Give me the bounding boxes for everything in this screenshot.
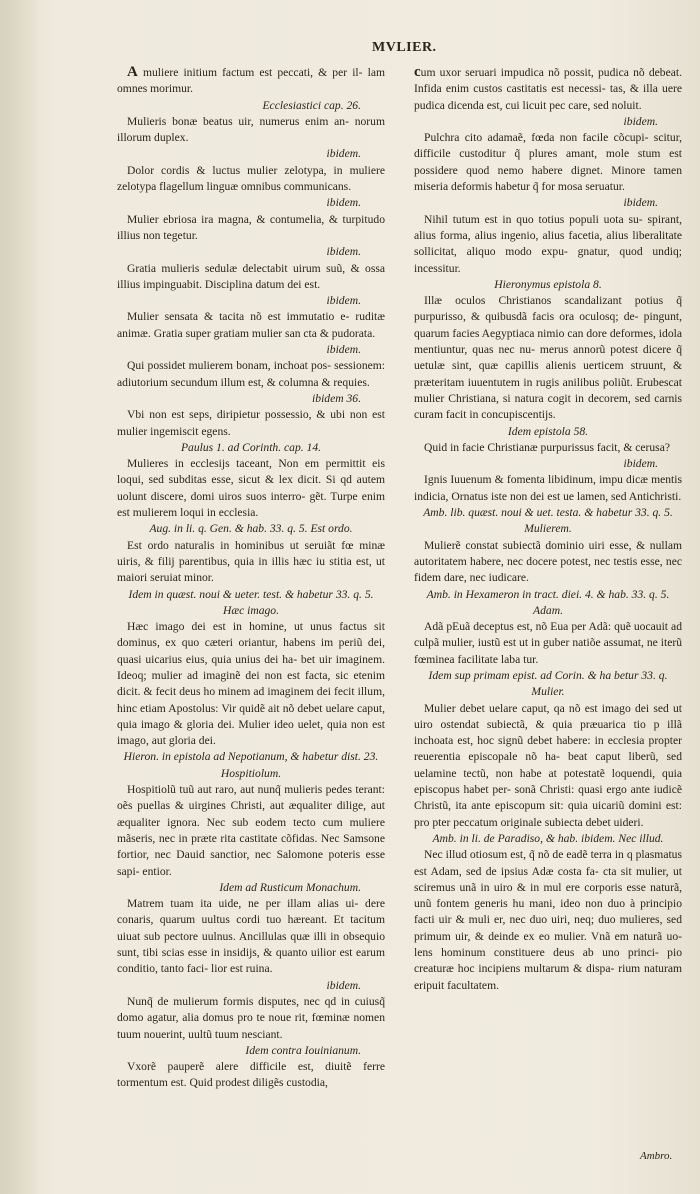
- paragraph: cum uxor seruari impudica nõ possit, pudica nõ debeat. Infida enim custos castitatis est necessi- tas, & illa uere pudica dicenda est, cui licuit pec care, sed noluit.: [414, 64, 682, 112]
- citation-heading: Idem epistola 58.: [507, 424, 589, 438]
- paragraph: Pulchra cito adamaẽ, fœda non facile cõcupi- scitur, difficile custoditur q̃ plures amant, mole stum est possidere quod nemo habere dignet. Minore tamen miseria deformis habetur q̃ for mosa seruatur.: [414, 131, 682, 194]
- source-reference: ibidem.: [623, 196, 658, 210]
- source-reference: ibidem 36.: [312, 391, 361, 405]
- paragraph: Adã pEuã deceptus est, nõ Eua per Adã: quẽ uocauit ad culpã mulier, iustũ est ut in guber natiõe assumat, ne iterũ fœminea facilitate laba tur.: [414, 620, 682, 666]
- paragraph: A muliere initium factum est peccati, & per il- lam omnes morimur.: [117, 64, 385, 96]
- paragraph: Qui possidet mulierem bonam, inchoat pos- sessionem: adiutorium secundum illum est, & columna & requies.: [117, 359, 385, 389]
- paragraph: Vbi non est seps, diripietur possessio, & ubi non est mulier ingemiscit egens.: [117, 408, 385, 438]
- source-reference: ibidem.: [326, 343, 361, 357]
- paragraph: Ignis Iuuenum & fomenta libidinum, impu dicæ mentis indicia, Ornatus iste non dei est ue lamen, sed Antichristi.: [414, 473, 682, 503]
- running-head: MVLIER.: [372, 40, 437, 55]
- paragraph: Dolor cordis & luctus mulier zelotypa, in muliere zelotypa flagellum linguæ omnibus communicans.: [117, 163, 385, 194]
- citation-heading: Idem sup primam epist. ad Corin. & ha betur 33. q. Mulier.: [428, 668, 668, 699]
- paragraph: Quid in facie Christianæ purpurissus facit, & cerusa?: [424, 440, 670, 454]
- paragraph: Mulierẽ constat subiectã dominio uiri esse, & nullam autoritatem habere, nec docere potest, nec testis esse, nec fidem dare, nec iudicare.: [414, 538, 682, 585]
- source-reference: ibidem.: [326, 196, 361, 210]
- source-reference: Ecclesiastici cap. 26.: [262, 98, 361, 112]
- paragraph: Hæc imago dei est in homine, ut unus factus sit dominus, ex quo cæteri oriantur, habens im periũ dei, quasi uicarius eius, quia unius dei ha- bet uir imaginem. Ideoq; mulier ad imaginẽ dei non est facta, sic etenim dicit. & fecit deus ho minem ad imaginem dei fecit illum, hinc etiam Apostolus: Vir quidẽ ait nõ debet uelare caput, quia imago & gloria dei. Mulier ideo uelet, quia non est imago, aut gloria dei.: [117, 620, 385, 748]
- paragraph: Vxorẽ pauperẽ alere difficile est, diuitẽ ferre tormentum est. Quid prodest diligẽs custodia,: [117, 1060, 385, 1090]
- citation-heading: Amb. in Hexameron in tract. diei. 4. & hab. 33. q. 5. Adam.: [426, 587, 670, 617]
- page-gutter-shadow: [0, 0, 40, 1194]
- source-reference: ibidem.: [326, 147, 361, 161]
- citation-heading: Amb. in li. de Paradiso, & hab. ibidem. Nec illud.: [432, 831, 664, 845]
- paragraph: Nihil tutum est in quo totius populi uota su- spirant, alius forma, alius ingenio, alius facetia, alius liberalitate sollicitat, aliquo modo expu- gnatur, quod undiq; incessitur.: [414, 212, 682, 275]
- source-reference: ibidem.: [623, 457, 658, 471]
- source-reference: ibidem.: [326, 245, 361, 259]
- paragraph: Gratia mulieris sedulæ delectabit uirum suũ, & ossa illius impinguabit. Disciplina datum dei est.: [117, 261, 385, 291]
- paragraph: Mulier debet uelare caput, qa nõ est imago dei sed ut uiro ostendat subiectã, & quia præuarica tio p illã inchoata est, hoc signũ debet habere: in ecclesia propter reuerentia episcopale nõ ha- beat caput liberũ, sed uelamine tectũ, non habe at potestatẽ loquendi, quia episcopus habet per- sonã Christi: quasi ergo ante iudicẽ Christũ, ita ante episcopum sit: quia uicariũ domini est: pro pter peccatum originale subiecta debet uideri.: [414, 701, 682, 829]
- source-reference: ibidem.: [326, 978, 361, 992]
- source-reference: Idem ad Rusticum Monachum.: [219, 880, 361, 894]
- citation-heading: Idem in quæst. noui & ueter. test. & habetur 33. q. 5. Hæc imago.: [128, 587, 374, 617]
- right-column: [414, 64, 682, 994]
- catchword: Ambro.: [640, 1150, 673, 1162]
- citation-heading: Amb. lib. quæst. noui & uet. testa. & habetur 33. q. 5. Mulierem.: [423, 506, 673, 536]
- paragraph: Matrem tuam ita uide, ne per illam alias ui- dere conaris, quarum uultus cordi tuo hæreant. Et tacitum uiuat sub pectore uulnus. Ancillulas quæ illi in obsequio sunt, tibi scias esse in insidijs, & quanto uilior est earum conditio, tanto faci- lior est ruina.: [117, 897, 385, 976]
- paragraph: Nec illud otiosum est, q̃ nõ de eadẽ terra in q plasmatus est Adam, sed de ipsius Adæ costa fa- cta sit mulier, ut sciremus unã in uiro & in mul ere corporis esse naturã, unũ fontem generis hu mani, ideo non duo à principio facti uir & muli er, nec duo uiri, neq; duo mulieres, sed primum uir, & deinde ex eo mulier. Vnã em naturã uo- lens hominum constituere deus ab uno princi- pio creaturæ hoc incipiens multarum & dispa- rium naturam eripuit facultatem.: [414, 848, 682, 992]
- source-reference: Idem contra Iouinianum.: [245, 1043, 361, 1057]
- paragraph: Mulier sensata & tacita nõ est immutatio e- ruditæ animæ. Gratia super gratiam mulier san cta & pudorata.: [117, 310, 385, 340]
- source-reference: ibidem.: [623, 114, 658, 128]
- source-reference: ibidem.: [326, 294, 361, 308]
- paragraph: Mulier ebriosa ira magna, & contumelia, & turpitudo illius non tegetur.: [117, 212, 385, 242]
- citation-heading: Paulus 1. ad Corinth. cap. 14.: [180, 440, 322, 454]
- paragraph: Nunq̃ de mulierum formis disputes, nec qd in cuiusq̃ domo agatur, alia domus pro te noue rit, fœminæ nomen tuum nouerint, uultũ tuum nesciant.: [117, 994, 385, 1041]
- citation-heading: Hieronymus epistola 8.: [494, 277, 602, 291]
- left-column: [117, 64, 385, 1092]
- citation-heading: Hieron. in epistola ad Nepotianum, & habetur dist. 23. Hospitiolum.: [123, 750, 379, 780]
- paragraph: Hospitiolũ tuũ aut raro, aut nunq̃ mulieris pedes terant: oẽs puellas & uirgines Christi, aut æqualiter dilige, aut æqualiter ignora. Nec sub eodem tecto cum muliere mãseris, nec in præte rita castitate cõfidas. Nec Samsone fortior, nec Dauid sanctior, nec Salomone poteris esse sapi- entior.: [117, 783, 385, 878]
- paragraph: Illæ oculos Christianos scandalizant potius q̃ purpurisso, & quibusdã facis ora oculosq; de- pingunt, quarum facies Aegyptiaca nimio can dore deformes, idola mentiuntur, quas nec nu- merus annorũ potest dicere q̃ uetulæ sint, quæ capillis alienis uerticem struunt, & præteritam iuuentutem in rugis anilibus poliũt. Erubescat mulier Christiana, si natura cogit in decorem, sed carnis curam facit in concupiscentijs.: [414, 294, 682, 422]
- paragraph: Est ordo naturalis in hominibus ut seruiãt fœ minæ uiris, & filij parentibus, quia in illis hæc iu stitia est, ut maiori seruiat minor.: [117, 538, 385, 585]
- paragraph: Mulieris bonæ beatus uir, numerus enim an- norum illorum duplex.: [117, 114, 385, 145]
- citation-heading: Aug. in li. q. Gen. & hab. 33. q. 5. Est ordo.: [149, 522, 353, 536]
- paragraph: Mulieres in ecclesijs taceant, Non em permittit eis loqui, sed subditas esse, sicut & lex dicit. Si qd autem uolunt discere, domi uiros suos interro- gẽt. Turpe enim est mulierem loqui in ecclesia.: [117, 457, 385, 520]
